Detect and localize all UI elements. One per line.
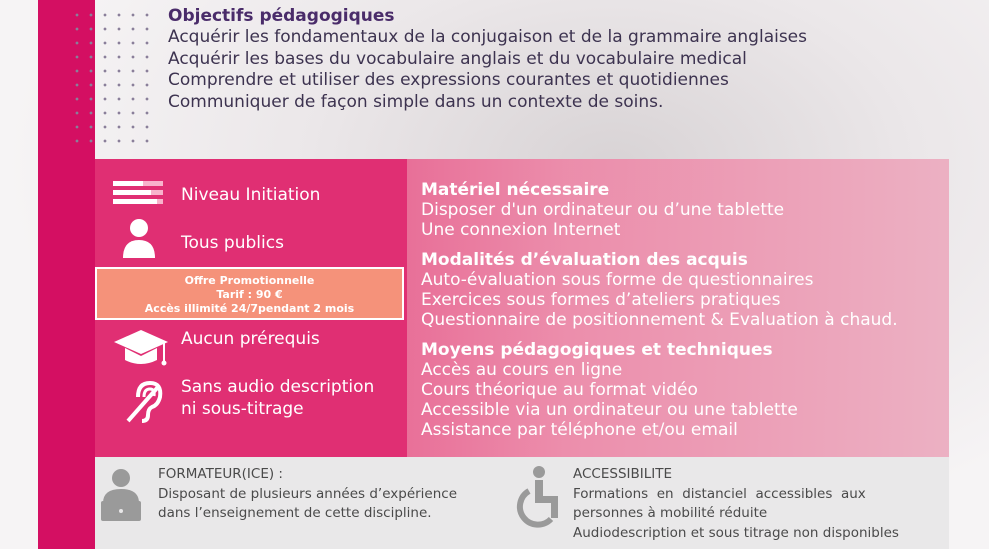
moyens-title: Moyens pédagogiques et techniques <box>421 340 773 360</box>
moyens-line: Accessible via un ordinateur ou une tablette <box>421 400 798 420</box>
level-bars-icon <box>113 181 165 205</box>
moyens-line: Accès au cours en ligne <box>421 360 623 380</box>
trainer-laptop-icon <box>97 467 145 525</box>
materiel-line: Une connexion Internet <box>421 220 621 240</box>
public-label: Tous publics <box>181 233 284 253</box>
dot-pattern <box>70 8 150 146</box>
formateur-line: Disposant de plusieurs années d’expérience <box>158 486 458 502</box>
materiel-title: Matériel nécessaire <box>421 180 610 200</box>
prerequis-label: Aucun prérequis <box>181 329 320 349</box>
promo-acces: Accès illimité 24/7pendant 2 mois <box>144 302 355 315</box>
hearing-impaired-icon <box>124 379 164 425</box>
graduation-cap-icon <box>112 328 170 370</box>
objectif-line: Communiquer de façon simple dans un contexte de soins. <box>168 91 664 112</box>
accessibilite-line: personnes à mobilité réduite <box>573 505 768 521</box>
formateur-line: dans l’enseignement de cette discipline. <box>158 505 432 521</box>
objectif-line: Comprendre et utiliser des expressions courantes et quotidiennes <box>168 70 729 90</box>
audio-label <box>181 376 374 420</box>
modalites-line: Questionnaire de positionnement & Evaluation à chaud. <box>421 310 898 330</box>
moyens-line: Assistance par téléphone et/ou email <box>421 420 738 440</box>
details-column <box>421 180 898 440</box>
accessibilite-title: ACCESSIBILITE <box>573 466 673 482</box>
objectif-line: Acquérir les fondamentaux de la conjugaison et de la grammaire anglaises <box>168 27 808 47</box>
materiel-line: Disposer d'un ordinateur ou d’une tablette <box>421 200 785 220</box>
modalites-line: Exercices sous formes d’ateliers pratiques <box>421 290 781 310</box>
objectif-line: Acquérir les bases du vocabulaire anglais et du vocabulaire medical <box>168 48 747 69</box>
user-icon <box>121 218 157 260</box>
audio-line-1: Sans audio description <box>181 377 375 397</box>
promo-title: Offre Promotionnelle <box>184 274 315 287</box>
promo-box <box>95 267 404 320</box>
niveau-label: Niveau Initiation <box>181 185 321 205</box>
objectifs-section <box>168 6 807 113</box>
formateur-title: FORMATEUR(ICE) : <box>158 466 283 482</box>
wheelchair-icon <box>513 465 567 529</box>
modalites-title: Modalités d’évaluation des acquis <box>421 250 748 270</box>
accessibilite-line: Formations en distanciel accessibles aux <box>573 486 866 502</box>
moyens-line: Cours théorique au format vidéo <box>421 380 698 400</box>
accessibilite-line: Audiodescription et sous titrage non disponibles <box>573 525 899 541</box>
objectifs-title: Objectifs pédagogiques <box>168 6 395 26</box>
modalites-line: Auto-évaluation sous forme de questionnaires <box>421 270 814 290</box>
audio-line-2: ni sous-titrage <box>181 399 304 419</box>
promo-tarif: Tarif : 90 € <box>216 288 283 301</box>
